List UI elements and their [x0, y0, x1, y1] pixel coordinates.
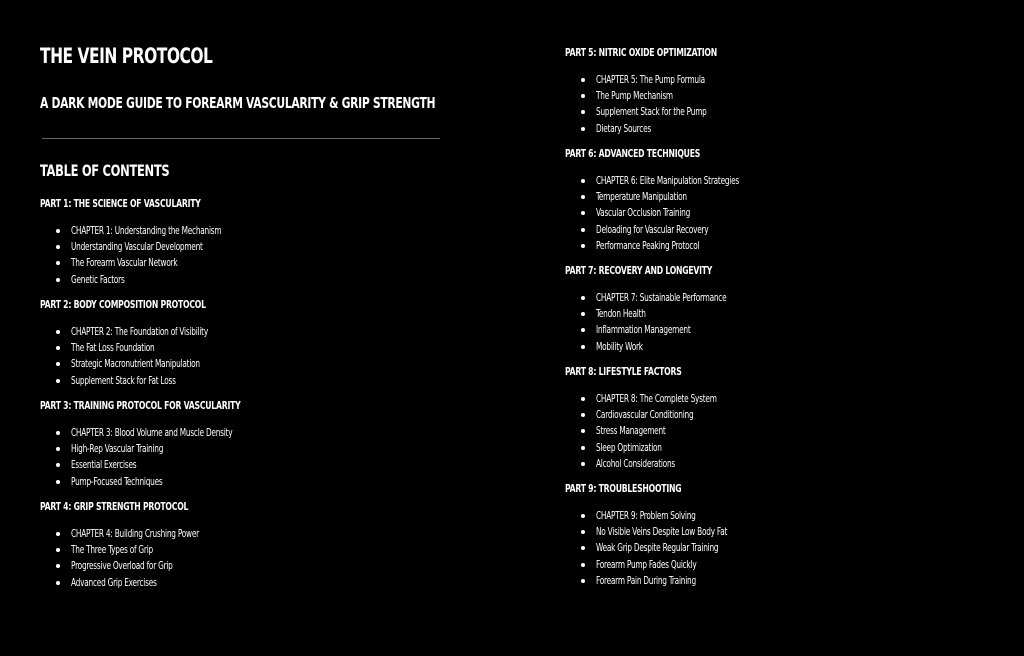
list-item: [565, 573, 1024, 589]
list-item-label: No Visible Veins Despite Low Body Fat: [596, 526, 728, 539]
list-item-label: The Fat Loss Foundation: [71, 342, 155, 355]
bullet-icon: [581, 328, 585, 332]
list-item-label: CHAPTER 8: The Complete System: [596, 393, 717, 405]
toc-part-6: [565, 147, 1024, 254]
list-item: [565, 72, 1024, 88]
list-item-label: CHAPTER 2: The Foundation of Visibility: [71, 326, 208, 338]
list-item-label: Forearm Pump Fades Quickly: [596, 558, 697, 571]
bullet-icon: [581, 179, 585, 183]
bullet-icon: [581, 579, 585, 583]
document-subtitle: A DARK MODE GUIDE TO FOREARM VASCULARITY & GRIP STRENGTH: [40, 94, 436, 112]
document-title: THE VEIN PROTOCOL: [40, 44, 213, 68]
bullet-icon: [581, 94, 585, 98]
list-item: [40, 425, 500, 441]
chapter-list: [565, 290, 1024, 355]
list-item-label: Supplement Stack for the Pump: [596, 106, 707, 119]
bullet-icon: [581, 563, 585, 567]
list-item: [40, 255, 500, 271]
bullet-icon: [56, 447, 60, 451]
list-item: [565, 306, 1024, 322]
list-item: [565, 407, 1024, 423]
bullet-icon: [581, 462, 585, 466]
list-item-label: CHAPTER 9: Problem Solving: [596, 510, 696, 522]
list-item: [565, 222, 1024, 238]
bullet-icon: [56, 330, 60, 334]
list-item-label: CHAPTER 5: The Pump Formula: [596, 74, 705, 86]
bullet-icon: [56, 431, 60, 435]
list-item-label: Advanced Grip Exercises: [71, 576, 157, 589]
chapter-list: [565, 173, 1024, 254]
list-item: [40, 373, 500, 389]
list-item: [565, 391, 1024, 407]
list-item-label: CHAPTER 7: Sustainable Performance: [596, 292, 727, 304]
list-item-label: Vascular Occlusion Training: [596, 207, 691, 220]
bullet-icon: [56, 229, 60, 233]
list-item-label: Dietary Sources: [596, 122, 652, 135]
list-item-label: Stress Management: [596, 425, 666, 438]
toc-part-3: [40, 399, 500, 490]
bullet-icon: [56, 564, 60, 568]
part-title: PART 4: GRIP STRENGTH PROTOCOL: [40, 500, 189, 513]
bullet-icon: [581, 78, 585, 82]
list-item-label: Sleep Optimization: [596, 441, 662, 454]
list-item-label: Forearm Pain During Training: [596, 574, 696, 587]
list-item-label: Inflammation Management: [596, 324, 691, 337]
divider: [42, 138, 440, 139]
bullet-icon: [581, 446, 585, 450]
bullet-icon: [56, 581, 60, 585]
part-title: PART 5: NITRIC OXIDE OPTIMIZATION: [565, 46, 717, 59]
bullet-icon: [56, 362, 60, 366]
part-title: PART 1: THE SCIENCE OF VASCULARITY: [40, 197, 201, 210]
list-item: [565, 540, 1024, 556]
list-item-label: Genetic Factors: [71, 273, 125, 286]
bullet-icon: [56, 532, 60, 536]
chapter-list: [40, 223, 500, 288]
bullet-icon: [581, 429, 585, 433]
bullet-icon: [581, 345, 585, 349]
bullet-icon: [581, 244, 585, 248]
bullet-icon: [56, 245, 60, 249]
bullet-icon: [581, 228, 585, 232]
bullet-icon: [581, 312, 585, 316]
chapter-list: [565, 508, 1024, 589]
list-item: [40, 324, 500, 340]
list-item-label: The Forearm Vascular Network: [71, 257, 178, 270]
list-item-label: Understanding Vascular Development: [71, 241, 203, 254]
toc-part-1: [40, 197, 500, 288]
list-item-label: Cardiovascular Conditioning: [596, 409, 694, 422]
list-item: [40, 340, 500, 356]
list-item-label: Supplement Stack for Fat Loss: [71, 374, 176, 387]
list-item: [565, 508, 1024, 524]
bullet-icon: [56, 480, 60, 484]
toc-part-7: [565, 264, 1024, 355]
bullet-icon: [56, 278, 60, 282]
list-item-label: Weak Grip Despite Regular Training: [596, 542, 719, 555]
chapter-list: [40, 526, 500, 591]
list-item-label: CHAPTER 4: Building Crushing Power: [71, 528, 199, 540]
toc-part-5: [565, 46, 1024, 137]
list-item: [40, 441, 500, 457]
list-item-label: Deloading for Vascular Recovery: [596, 223, 709, 236]
toc-part-4: [40, 500, 500, 591]
list-item-label: CHAPTER 3: Blood Volume and Muscle Density: [71, 427, 233, 439]
list-item: [565, 456, 1024, 472]
bullet-icon: [581, 514, 585, 518]
list-item: [565, 423, 1024, 439]
bullet-icon: [581, 530, 585, 534]
list-item-label: The Pump Mechanism: [596, 90, 673, 103]
list-item: [40, 575, 500, 591]
toc-part-2: [40, 298, 500, 389]
bullet-icon: [56, 379, 60, 383]
toc-part-8: [565, 365, 1024, 472]
list-item: [40, 356, 500, 372]
part-title: PART 6: ADVANCED TECHNIQUES: [565, 147, 701, 160]
toc-heading: TABLE OF CONTENTS: [40, 161, 170, 180]
bullet-icon: [56, 548, 60, 552]
list-item-label: Strategic Macronutrient Manipulation: [71, 358, 200, 371]
list-item: [565, 205, 1024, 221]
list-item: [565, 173, 1024, 189]
bullet-icon: [581, 195, 585, 199]
list-item-label: The Three Types of Grip: [71, 544, 153, 557]
list-item: [565, 440, 1024, 456]
chapter-list: [565, 391, 1024, 472]
chapter-list: [40, 324, 500, 389]
list-item-label: Tendon Health: [596, 308, 646, 321]
list-item: [565, 104, 1024, 120]
list-item: [565, 290, 1024, 306]
list-item: [565, 121, 1024, 137]
list-item: [565, 322, 1024, 338]
list-item-label: CHAPTER 1: Understanding the Mechanism: [71, 225, 222, 237]
list-item-label: Essential Exercises: [71, 459, 137, 472]
part-title: PART 8: LIFESTYLE FACTORS: [565, 365, 682, 378]
part-title: PART 2: BODY COMPOSITION PROTOCOL: [40, 298, 206, 311]
list-item-label: Alcohol Considerations: [596, 457, 675, 470]
part-title: PART 3: TRAINING PROTOCOL FOR VASCULARITY: [40, 399, 241, 412]
list-item: [40, 558, 500, 574]
part-title: PART 9: TROUBLESHOOTING: [565, 482, 682, 495]
bullet-icon: [581, 127, 585, 131]
list-item: [40, 223, 500, 239]
list-item-label: CHAPTER 6: Elite Manipulation Strategies: [596, 175, 740, 187]
list-item-label: Progressive Overload for Grip: [71, 560, 173, 573]
list-item: [40, 239, 500, 255]
list-item-label: Temperature Manipulation: [596, 191, 687, 204]
bullet-icon: [581, 397, 585, 401]
list-item: [40, 542, 500, 558]
list-item-label: Pump-Focused Techniques: [71, 475, 163, 488]
list-item: [565, 524, 1024, 540]
list-item: [565, 88, 1024, 104]
chapter-list: [40, 425, 500, 490]
list-item: [565, 189, 1024, 205]
bullet-icon: [581, 546, 585, 550]
bullet-icon: [581, 296, 585, 300]
list-item: [565, 557, 1024, 573]
bullet-icon: [56, 261, 60, 265]
bullet-icon: [56, 463, 60, 467]
part-title: PART 7: RECOVERY AND LONGEVITY: [565, 264, 713, 277]
toc-part-9: [565, 482, 1024, 589]
list-item: [40, 526, 500, 542]
bullet-icon: [56, 346, 60, 350]
bullet-icon: [581, 413, 585, 417]
list-item: [565, 238, 1024, 254]
list-item-label: Mobility Work: [596, 340, 643, 353]
list-item-label: High-Rep Vascular Training: [71, 443, 164, 456]
bullet-icon: [581, 211, 585, 215]
list-item: [565, 339, 1024, 355]
bullet-icon: [581, 110, 585, 114]
list-item: [40, 474, 500, 490]
list-item: [40, 457, 500, 473]
list-item: [40, 272, 500, 288]
chapter-list: [565, 72, 1024, 137]
list-item-label: Performance Peaking Protocol: [596, 239, 700, 252]
